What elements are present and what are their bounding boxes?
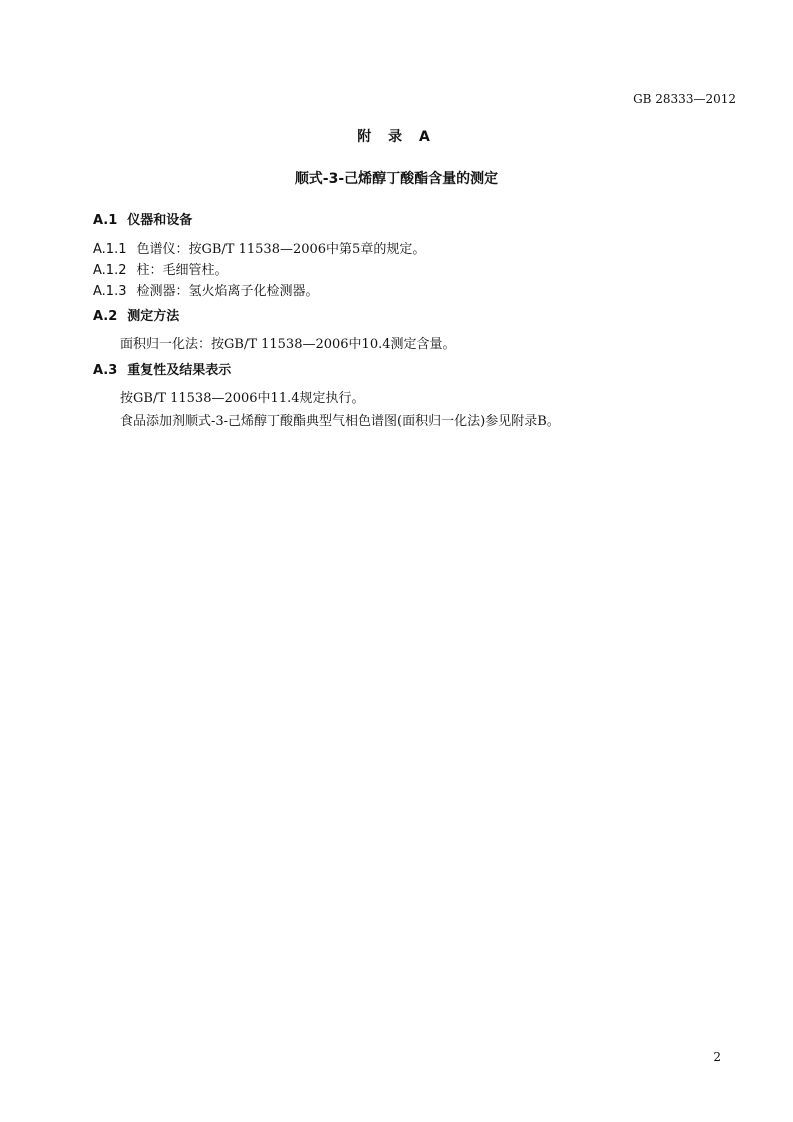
section-title: 仪器和设备 [127,213,193,228]
clause-a1-2 [93,259,228,278]
section-number: A.3 [93,363,118,378]
clause-number: A.1.1 [93,242,127,257]
clause-text: 检测器：氢火焰离子化检测器。 [136,284,319,299]
section-title: 重复性及结果表示 [127,363,232,378]
clause-a1-3 [93,280,319,299]
standard-code: GB 28333—2012 [633,92,736,106]
section-title: 测定方法 [127,309,180,324]
section-number: A.2 [93,309,118,324]
annex-title: 附 录 A [357,129,436,145]
clause-text: 色谱仪：按GB/T 11538—2006中第5章的规定。 [136,242,426,257]
clause-number: A.1.2 [93,263,127,278]
section-heading-a2 [93,305,179,324]
clause-a1-1 [93,238,425,257]
paragraph-a3-2: 食品添加剂顺式-3-己烯醇丁酸酯典型气相色谱图(面积归一化法)参见附录B。 [120,414,560,429]
document-title: 顺式-3-己烯醇丁酸酯含量的测定 [294,171,499,187]
page-number: 2 [713,1050,721,1064]
clause-number: A.1.3 [93,284,127,299]
paragraph-a2: 面积归一化法：按GB/T 11538—2006中10.4测定含量。 [120,337,456,352]
section-number: A.1 [93,213,118,228]
paragraph-a3-1: 按GB/T 11538—2006中11.4规定执行。 [120,391,365,406]
clause-text: 柱：毛细管柱。 [136,263,228,278]
section-heading-a3 [93,359,231,378]
section-heading-a1 [93,209,192,228]
